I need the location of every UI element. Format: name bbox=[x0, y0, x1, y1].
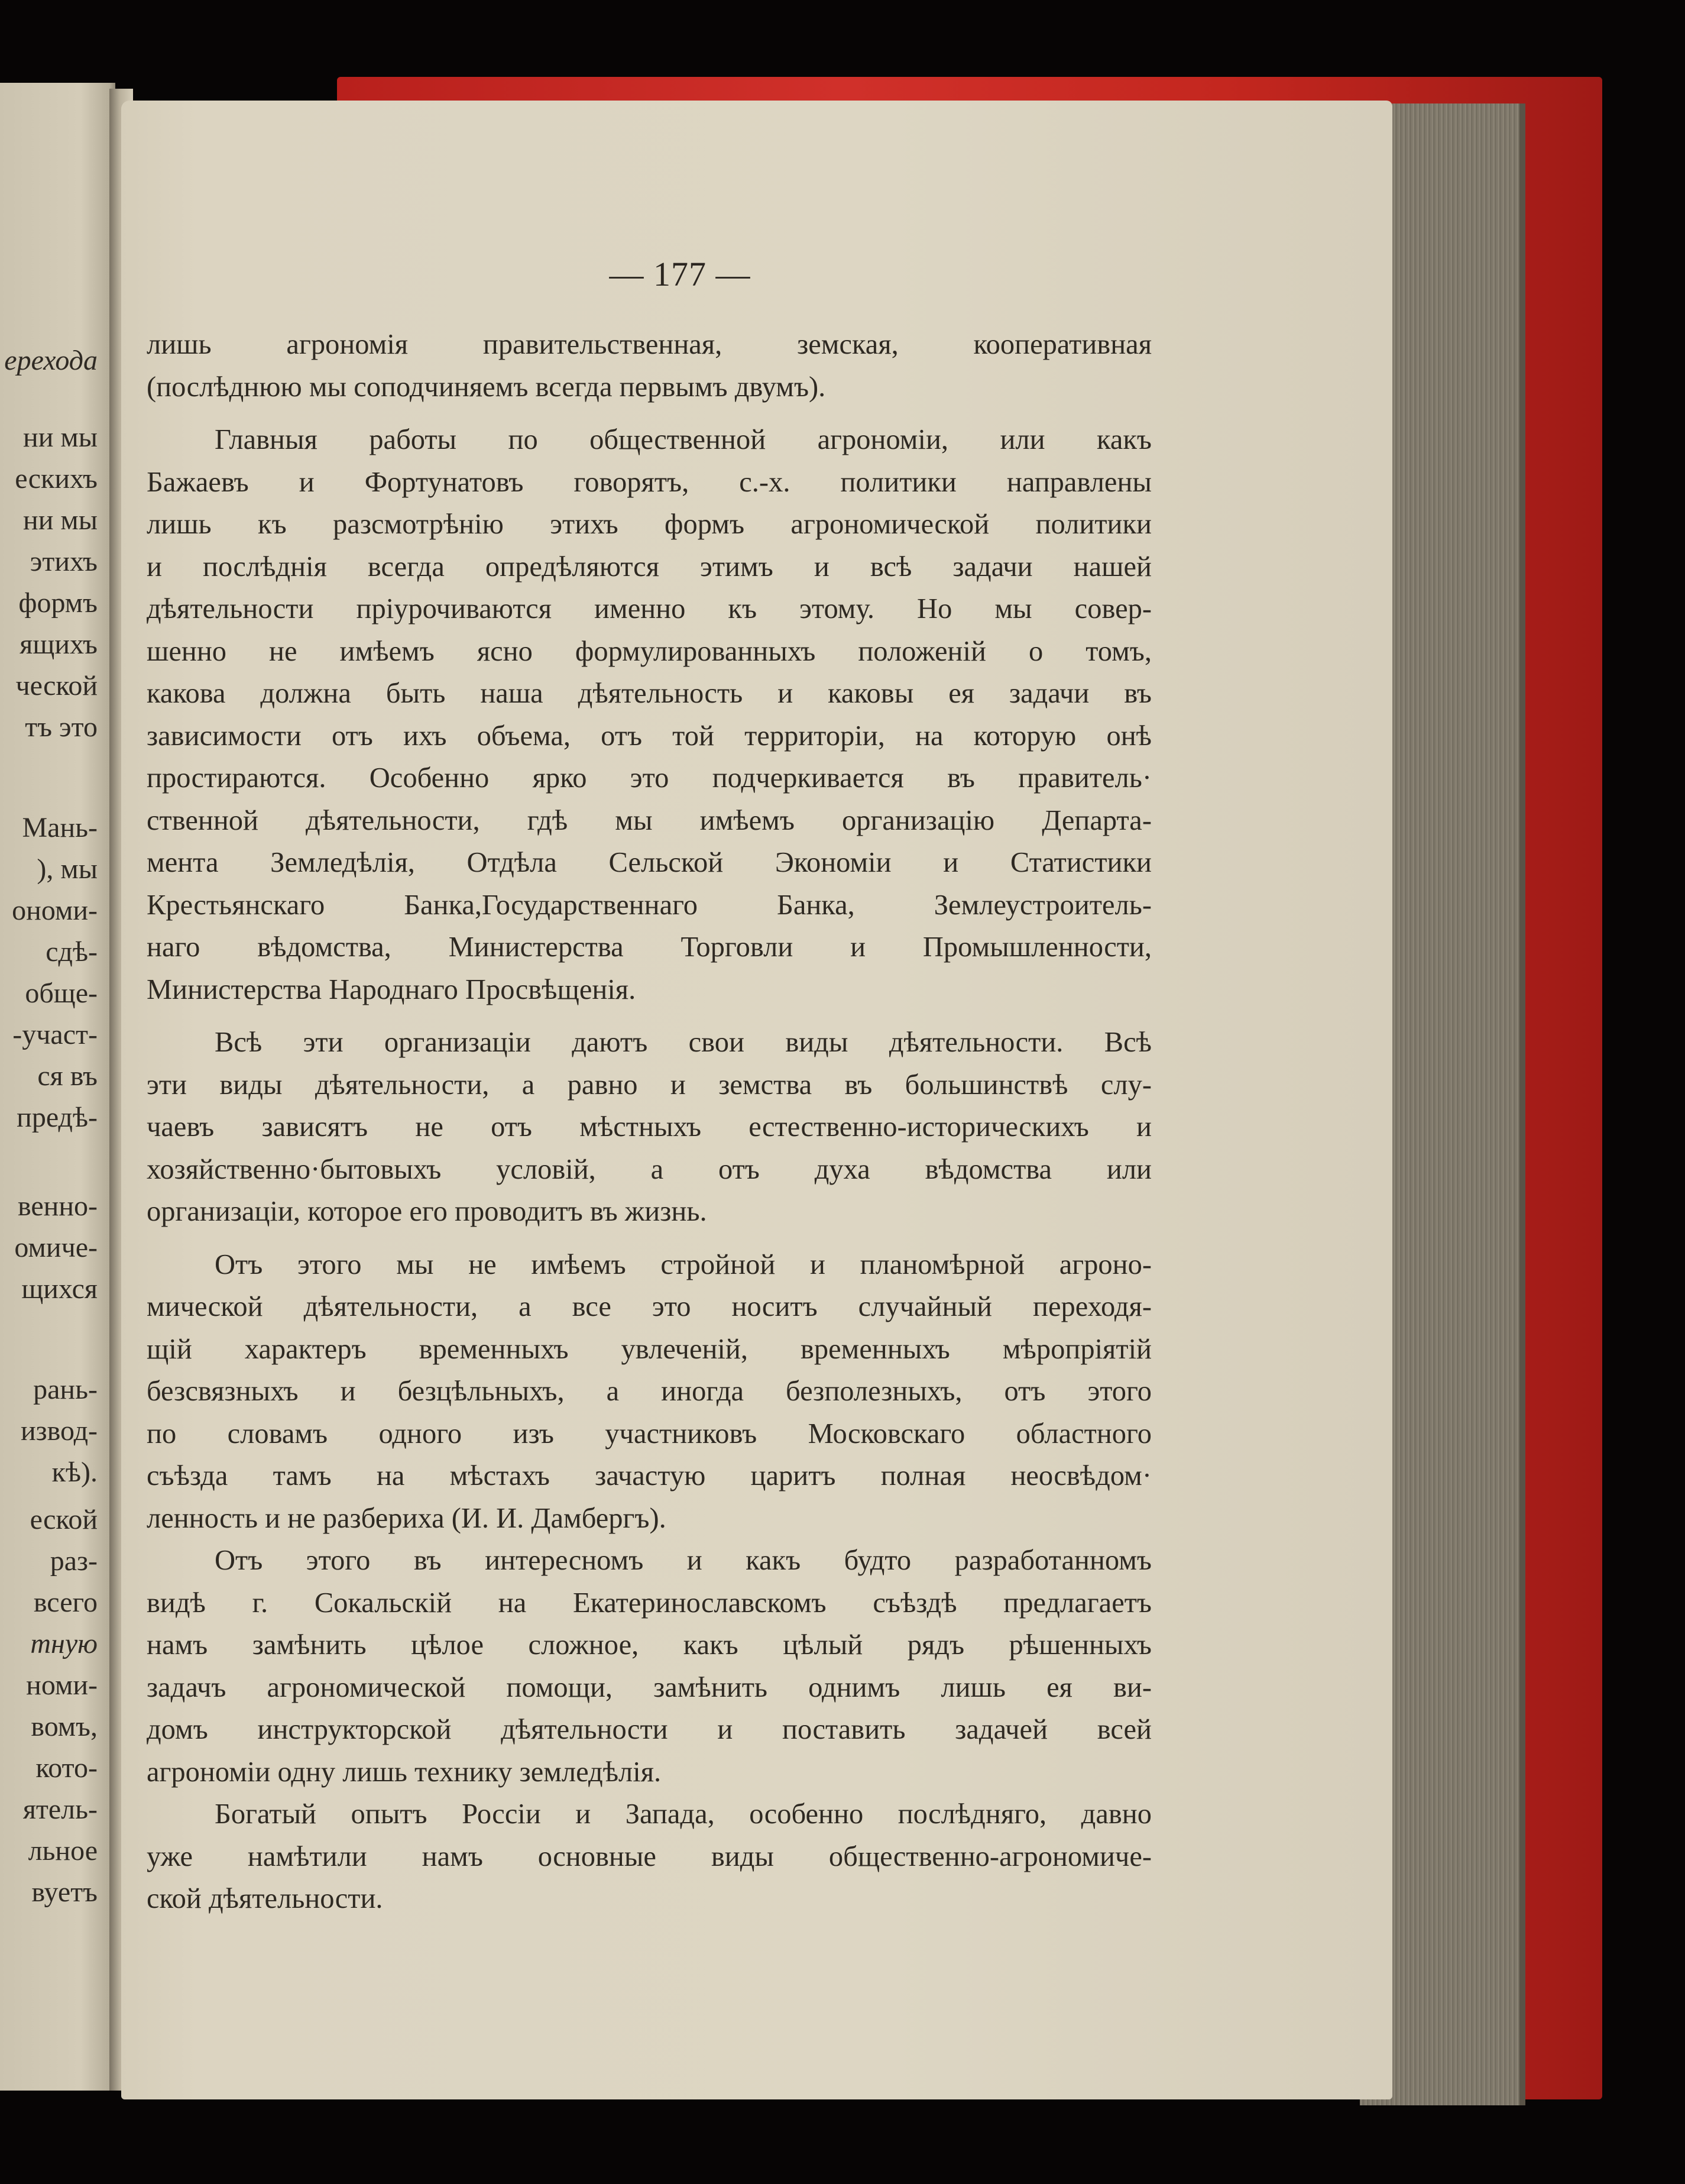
left-page-fragment: ся въ bbox=[37, 1060, 98, 1092]
text-line: (послѣднюю мы соподчиняемъ всегда первымъ двумъ). bbox=[147, 371, 826, 403]
left-page-fragment: ни мы bbox=[23, 422, 98, 453]
left-page-fragment: -участ- bbox=[12, 1019, 98, 1050]
text-line: лишь къ разсмотрѣнію этихъ формъ агрономической политики bbox=[147, 509, 1152, 540]
text-line: мической дѣятельности, а все это носитъ случайный переходя- bbox=[147, 1291, 1152, 1322]
left-page-fragment: тную bbox=[30, 1628, 98, 1659]
left-page-fragment: щихся bbox=[21, 1273, 98, 1305]
text-line: безсвязныхъ и безцѣльныхъ, а иногда безполезныхъ, отъ этого bbox=[147, 1376, 1152, 1407]
text-line: мента Земледѣлія, Отдѣла Сельской Экономіи и Статистики bbox=[147, 847, 1152, 878]
left-page-fragment: номи- bbox=[26, 1669, 98, 1701]
text-line: хозяйственно·бытовыхъ условій, а отъ духа вѣдомства или bbox=[147, 1153, 1152, 1185]
left-page-fragment: формъ bbox=[18, 587, 98, 619]
text-line: и послѣднія всегда опредѣляются этимъ и всѣ задачи нашей bbox=[147, 551, 1152, 583]
left-page-fragment: всего bbox=[33, 1587, 98, 1618]
left-page-fragment: раз- bbox=[50, 1545, 98, 1577]
text-line: уже намѣтили намъ основные виды общественно-агрономиче- bbox=[147, 1840, 1152, 1872]
text-line: зависимости отъ ихъ объема, отъ той территоріи, на которую онѣ bbox=[147, 720, 1152, 752]
text-line: по словамъ одного изъ участниковъ Московскаго областного bbox=[147, 1418, 1152, 1449]
page-number: — 177 — bbox=[609, 255, 751, 293]
text-line: чаевъ зависятъ не отъ мѣстныхъ естественно-историческихъ и bbox=[147, 1111, 1152, 1143]
left-page-fragment: кѣ). bbox=[51, 1457, 98, 1488]
text-line: Отъ этого въ интересномъ и какъ будто разработанномъ bbox=[215, 1545, 1152, 1576]
text-line: Отъ этого мы не имѣемъ стройной и планомѣрной агроно- bbox=[215, 1248, 1152, 1280]
text-line: ской дѣятельности. bbox=[147, 1883, 383, 1914]
text-line: намъ замѣнить цѣлое сложное, какъ цѣлый рядъ рѣшенныхъ bbox=[147, 1629, 1152, 1661]
text-line: щій характеръ временныхъ увлеченій, временныхъ мѣропріятій bbox=[147, 1333, 1152, 1365]
left-page-fragment: льное bbox=[28, 1835, 98, 1866]
text-line: Бажаевъ и Фортунатовъ говорятъ, с.-х. политики направлены bbox=[147, 466, 1152, 498]
text-line: съѣзда тамъ на мѣстахъ зачастую царитъ полная неосвѣдом· bbox=[147, 1460, 1152, 1491]
text-line: какова должна быть наша дѣятельность и каковы ея задачи въ bbox=[147, 678, 1152, 709]
text-line: Главныя работы по общественной агрономіи, или какъ bbox=[215, 424, 1152, 455]
text-line: шенно не имѣемъ ясно формулированныхъ положеній о томъ, bbox=[147, 635, 1152, 667]
left-page-fragment: ятель- bbox=[22, 1794, 98, 1825]
text-line: лишь агрономія правительственная, земская, кооперативная bbox=[147, 329, 1152, 360]
page-body-text bbox=[147, 323, 1152, 1920]
text-line: простираются. Особенно ярко это подчеркивается въ правитель· bbox=[147, 762, 1152, 794]
left-page-fragment: ни мы bbox=[23, 504, 98, 536]
left-page-fragment: ерехода bbox=[4, 345, 98, 376]
text-line: наго вѣдомства, Министерства Торговли и Промышленности, bbox=[147, 931, 1152, 963]
left-page-fragment: вомъ, bbox=[31, 1711, 98, 1742]
left-page-fragment: ящихъ bbox=[20, 629, 98, 660]
left-page-fragment: тъ это bbox=[25, 711, 98, 743]
left-page-fragment: сдѣ- bbox=[46, 936, 98, 968]
text-line: ленность и не разбериха (И. И. Дамбергъ). bbox=[147, 1502, 666, 1534]
left-page-fragment: обще- bbox=[25, 978, 98, 1009]
text-line: Крестьянскаго Банка,Государственнаго Банка, Землеустроитель- bbox=[147, 889, 1152, 921]
text-line: задачъ агрономической помощи, замѣнить однимъ лишь ея ви- bbox=[147, 1671, 1152, 1703]
left-page-fragment: вуетъ bbox=[31, 1876, 98, 1908]
text-line: агрономіи одну лишь технику земледѣлія. bbox=[147, 1756, 662, 1788]
left-page-fragment: ческой bbox=[15, 670, 98, 701]
text-line: Богатый опытъ Россіи и Запада, особенно послѣдняго, давно bbox=[215, 1798, 1152, 1830]
left-page-fragment: предѣ- bbox=[17, 1102, 98, 1133]
left-page-fragment: ), мы bbox=[37, 853, 98, 885]
text-line: Министерства Народнаго Просвѣщенія. bbox=[147, 973, 636, 1005]
text-line: эти виды дѣятельности, а равно и земства въ большинствѣ слу- bbox=[147, 1069, 1152, 1101]
text-line: видѣ г. Сокальскій на Екатеринославскомъ съѣздѣ предлагаетъ bbox=[147, 1587, 1152, 1619]
left-page-fragment: ономи- bbox=[12, 895, 98, 926]
left-page-fragment: еской bbox=[30, 1504, 98, 1535]
text-line: Всѣ эти организаціи даютъ свои виды дѣятельности. Всѣ bbox=[215, 1027, 1152, 1058]
left-page-fragment: венно- bbox=[17, 1190, 98, 1222]
left-page-fragment: ескихъ bbox=[15, 463, 98, 494]
left-page-fragment: извод- bbox=[20, 1415, 98, 1447]
left-page-fragment: омиче- bbox=[14, 1232, 98, 1263]
text-line: организаціи, которое его проводитъ въ жизнь. bbox=[147, 1196, 707, 1227]
text-line: ственной дѣятельности, гдѣ мы имѣемъ организацію Департа- bbox=[147, 804, 1152, 836]
left-page-fragment: кото- bbox=[35, 1752, 98, 1784]
text-line: дѣятельности пріурочиваются именно къ этому. Но мы совер- bbox=[147, 593, 1152, 625]
text-line: домъ инструкторской дѣятельности и поставить задачей всей bbox=[147, 1714, 1152, 1745]
left-page-fragment: рань- bbox=[33, 1374, 98, 1405]
left-page-fragment: Мань- bbox=[22, 812, 98, 843]
left-page-fragment: этихъ bbox=[30, 546, 98, 577]
